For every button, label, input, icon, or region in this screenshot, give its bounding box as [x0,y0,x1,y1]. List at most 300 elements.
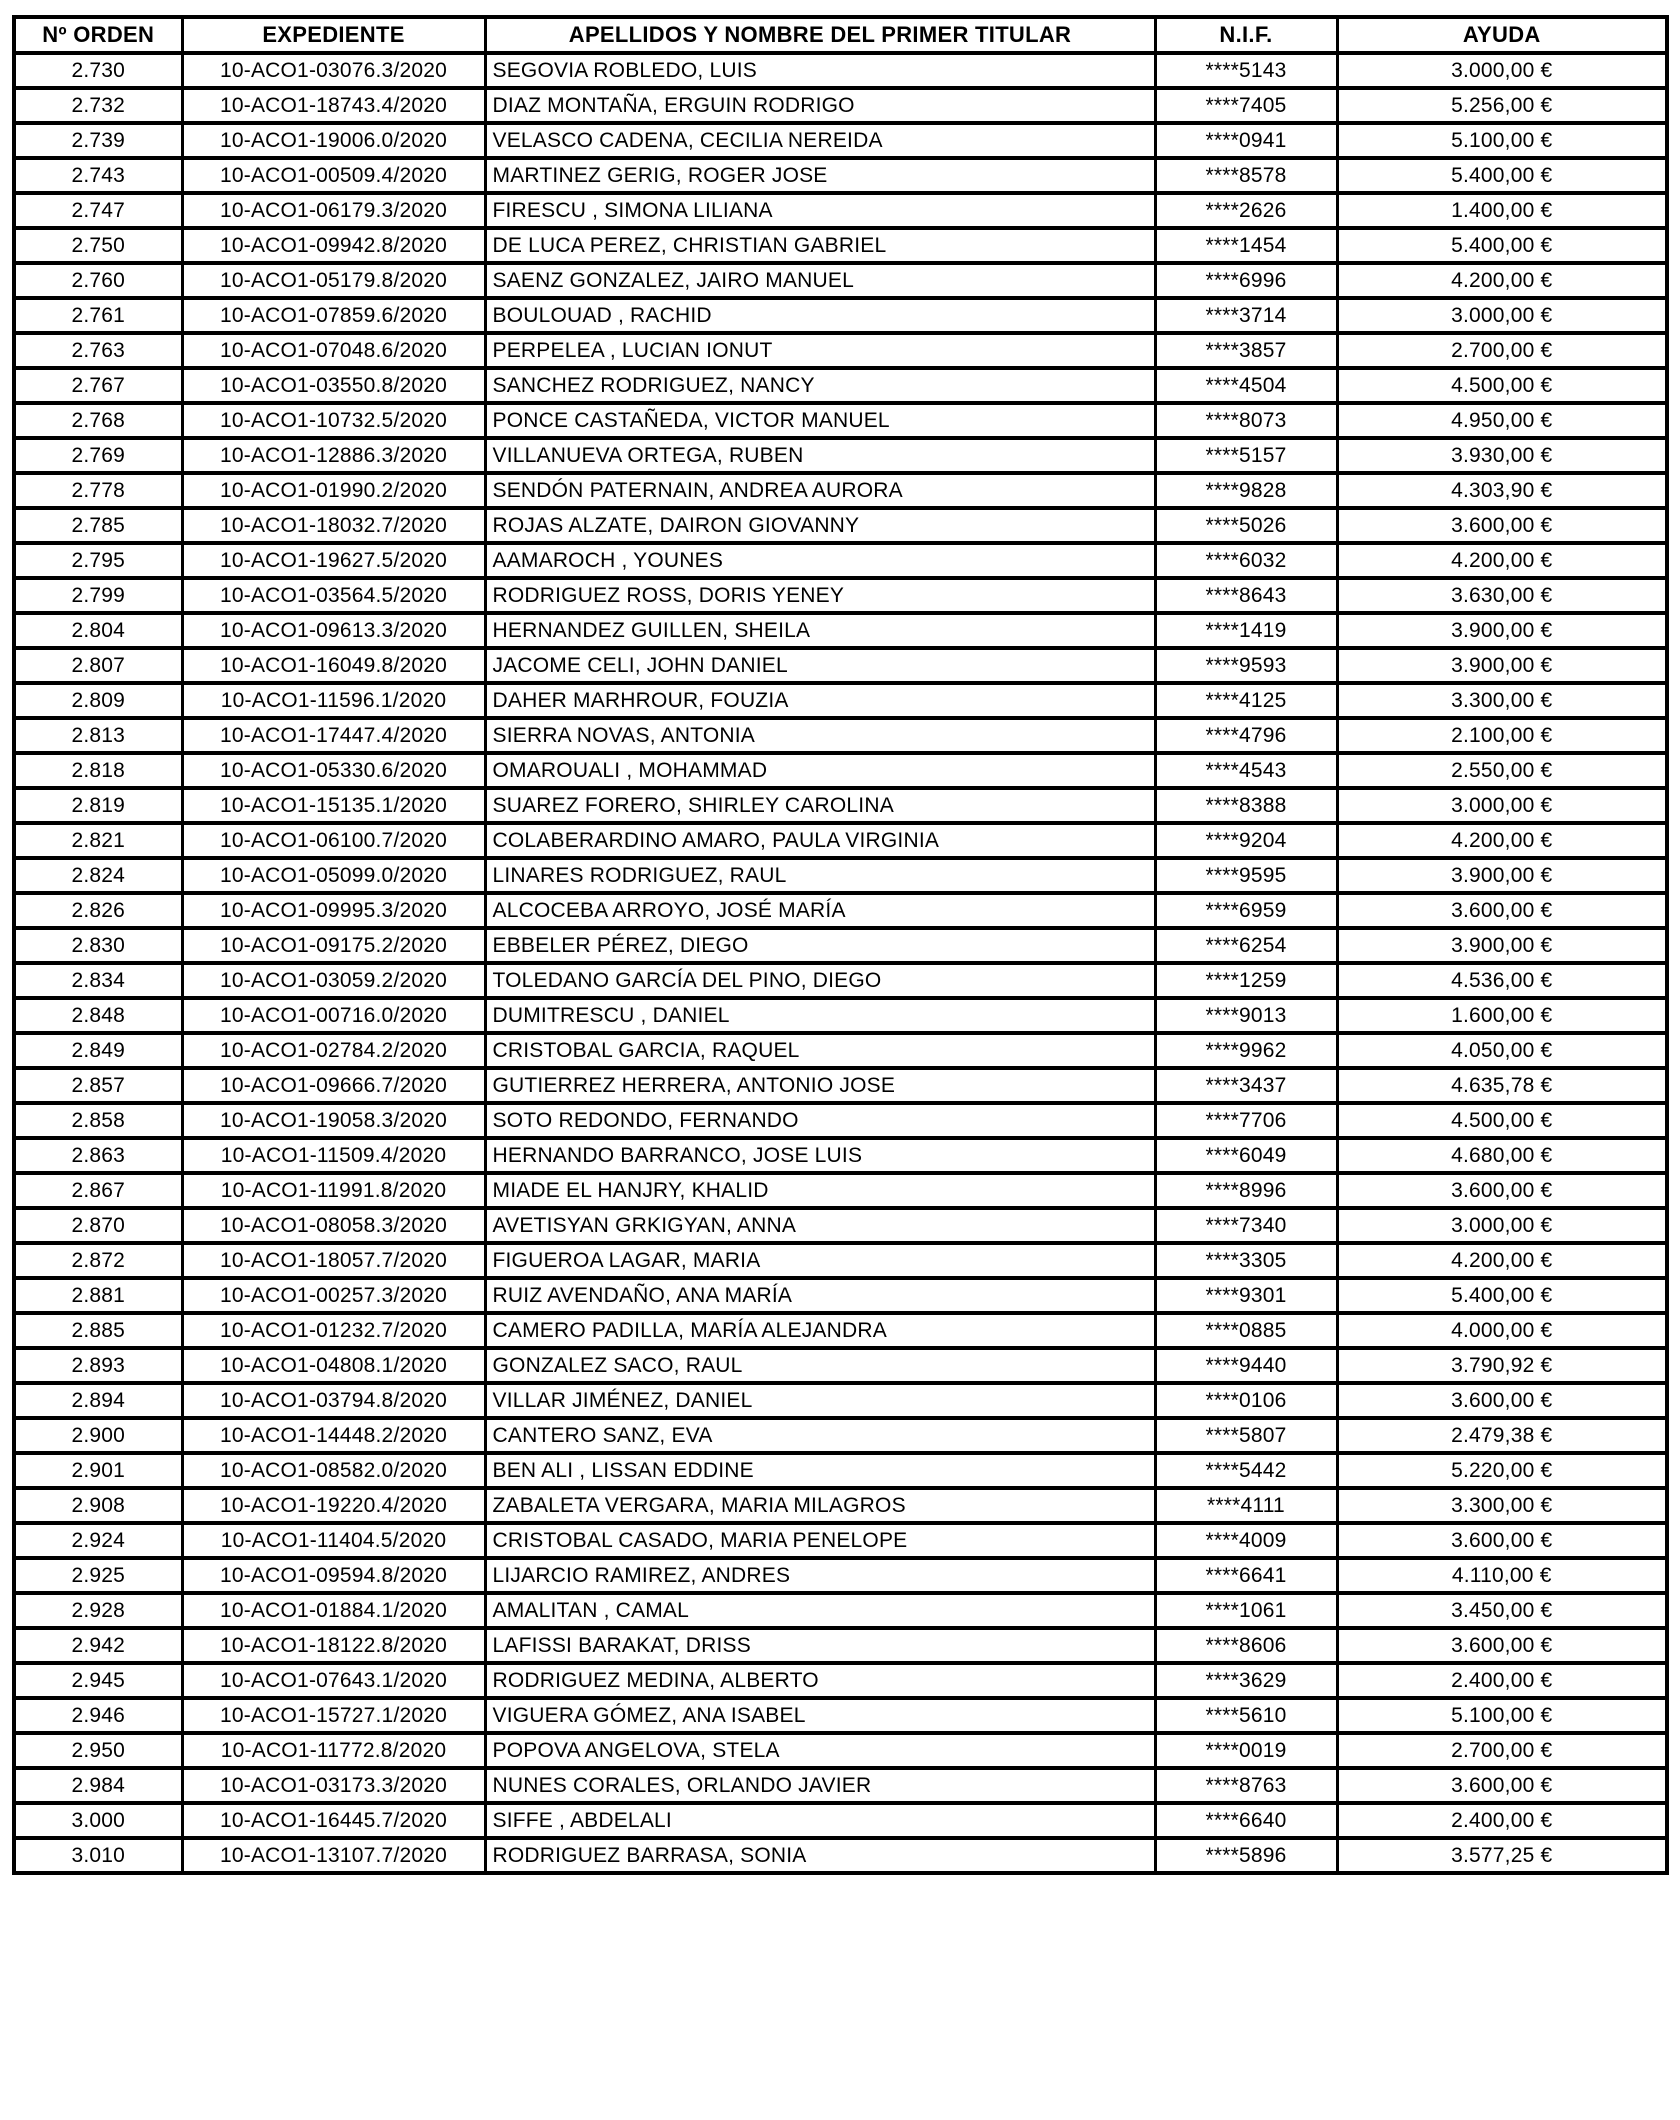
cell-titular: RODRIGUEZ BARRASA, SONIA [485,1838,1155,1873]
table-row [14,438,1667,473]
cell-nif: ****8388 [1155,788,1337,823]
cell-nif: ****6640 [1155,1803,1337,1838]
cell-nif: ****9204 [1155,823,1337,858]
cell-titular: JACOME CELI, JOHN DANIEL [485,648,1155,683]
cell-orden: 2.799 [14,578,182,613]
cell-nif: ****4009 [1155,1523,1337,1558]
cell-nif: ****9593 [1155,648,1337,683]
cell-nif: ****3437 [1155,1068,1337,1103]
cell-orden: 2.849 [14,1033,182,1068]
cell-ayuda: 2.550,00 € [1337,753,1667,788]
cell-ayuda: 5.100,00 € [1337,1698,1667,1733]
cell-titular: CANTERO SANZ, EVA [485,1418,1155,1453]
cell-nif: ****5026 [1155,508,1337,543]
cell-orden: 2.739 [14,123,182,158]
cell-ayuda: 4.200,00 € [1337,263,1667,298]
cell-titular: MARTINEZ GERIG, ROGER JOSE [485,158,1155,193]
cell-nif: ****4543 [1155,753,1337,788]
cell-titular: BOULOUAD , RACHID [485,298,1155,333]
cell-orden: 3.010 [14,1838,182,1873]
table-row [14,508,1667,543]
table-row [14,263,1667,298]
cell-expediente: 10-ACO1-09594.8/2020 [182,1558,485,1593]
cell-titular: SENDÓN PATERNAIN, ANDREA AURORA [485,473,1155,508]
cell-expediente: 10-ACO1-16445.7/2020 [182,1803,485,1838]
cell-ayuda: 4.050,00 € [1337,1033,1667,1068]
cell-titular: VILLANUEVA ORTEGA, RUBEN [485,438,1155,473]
cell-titular: HERNANDEZ GUILLEN, SHEILA [485,613,1155,648]
cell-ayuda: 3.450,00 € [1337,1593,1667,1628]
cell-expediente: 10-ACO1-18032.7/2020 [182,508,485,543]
cell-ayuda: 5.400,00 € [1337,228,1667,263]
table-row [14,1628,1667,1663]
cell-orden: 2.885 [14,1313,182,1348]
cell-ayuda: 3.300,00 € [1337,1488,1667,1523]
cell-nif: ****3629 [1155,1663,1337,1698]
cell-expediente: 10-ACO1-00716.0/2020 [182,998,485,1033]
table-row [14,53,1667,88]
cell-titular: AMALITAN , CAMAL [485,1593,1155,1628]
cell-ayuda: 3.300,00 € [1337,683,1667,718]
cell-orden: 2.950 [14,1733,182,1768]
cell-nif: ****5442 [1155,1453,1337,1488]
table-row [14,1593,1667,1628]
cell-titular: AAMAROCH , YOUNES [485,543,1155,578]
cell-titular: SANCHEZ RODRIGUEZ, NANCY [485,368,1155,403]
cell-orden: 3.000 [14,1803,182,1838]
cell-ayuda: 3.930,00 € [1337,438,1667,473]
cell-expediente: 10-ACO1-13107.7/2020 [182,1838,485,1873]
table-row [14,1138,1667,1173]
cell-ayuda: 3.630,00 € [1337,578,1667,613]
column-header-nif: N.I.F. [1155,17,1337,53]
cell-nif: ****9595 [1155,858,1337,893]
cell-nif: ****8578 [1155,158,1337,193]
cell-ayuda: 5.220,00 € [1337,1453,1667,1488]
cell-ayuda: 3.790,92 € [1337,1348,1667,1383]
cell-orden: 2.743 [14,158,182,193]
cell-ayuda: 3.600,00 € [1337,1523,1667,1558]
table-row [14,613,1667,648]
cell-orden: 2.761 [14,298,182,333]
cell-orden: 2.821 [14,823,182,858]
cell-nif: ****1419 [1155,613,1337,648]
cell-orden: 2.767 [14,368,182,403]
cell-titular: RUIZ AVENDAÑO, ANA MARÍA [485,1278,1155,1313]
cell-expediente: 10-ACO1-09175.2/2020 [182,928,485,963]
cell-expediente: 10-ACO1-05099.0/2020 [182,858,485,893]
cell-titular: RODRIGUEZ MEDINA, ALBERTO [485,1663,1155,1698]
cell-titular: LINARES RODRIGUEZ, RAUL [485,858,1155,893]
cell-nif: ****9828 [1155,473,1337,508]
cell-orden: 2.848 [14,998,182,1033]
cell-nif: ****3857 [1155,333,1337,368]
cell-ayuda: 3.900,00 € [1337,648,1667,683]
cell-orden: 2.946 [14,1698,182,1733]
table-row [14,1523,1667,1558]
cell-titular: NUNES CORALES, ORLANDO JAVIER [485,1768,1155,1803]
cell-nif: ****0885 [1155,1313,1337,1348]
cell-titular: DE LUCA PEREZ, CHRISTIAN GABRIEL [485,228,1155,263]
cell-expediente: 10-ACO1-17447.4/2020 [182,718,485,753]
cell-expediente: 10-ACO1-11772.8/2020 [182,1733,485,1768]
table-row [14,753,1667,788]
cell-ayuda: 3.600,00 € [1337,508,1667,543]
cell-expediente: 10-ACO1-02784.2/2020 [182,1033,485,1068]
cell-orden: 2.730 [14,53,182,88]
cell-ayuda: 3.600,00 € [1337,1173,1667,1208]
cell-orden: 2.732 [14,88,182,123]
cell-expediente: 10-ACO1-00257.3/2020 [182,1278,485,1313]
cell-orden: 2.925 [14,1558,182,1593]
cell-titular: HERNANDO BARRANCO, JOSE LUIS [485,1138,1155,1173]
cell-orden: 2.858 [14,1103,182,1138]
cell-nif: ****7405 [1155,88,1337,123]
cell-expediente: 10-ACO1-03564.5/2020 [182,578,485,613]
cell-titular: SEGOVIA ROBLEDO, LUIS [485,53,1155,88]
cell-titular: CRISTOBAL GARCIA, RAQUEL [485,1033,1155,1068]
cell-nif: ****5157 [1155,438,1337,473]
table-row [14,473,1667,508]
table-row [14,1803,1667,1838]
cell-orden: 2.826 [14,893,182,928]
cell-ayuda: 3.600,00 € [1337,1768,1667,1803]
table-row [14,193,1667,228]
cell-ayuda: 3.000,00 € [1337,53,1667,88]
cell-orden: 2.867 [14,1173,182,1208]
cell-orden: 2.785 [14,508,182,543]
cell-ayuda: 3.900,00 € [1337,613,1667,648]
table-row [14,683,1667,718]
table-row [14,1418,1667,1453]
table-row [14,1348,1667,1383]
cell-ayuda: 2.700,00 € [1337,1733,1667,1768]
cell-expediente: 10-ACO1-07048.6/2020 [182,333,485,368]
table-row [14,823,1667,858]
cell-orden: 2.750 [14,228,182,263]
cell-orden: 2.984 [14,1768,182,1803]
table-row [14,1313,1667,1348]
cell-nif: ****7706 [1155,1103,1337,1138]
cell-titular: POPOVA ANGELOVA, STELA [485,1733,1155,1768]
cell-expediente: 10-ACO1-19058.3/2020 [182,1103,485,1138]
table-row [14,1383,1667,1418]
cell-ayuda: 4.303,90 € [1337,473,1667,508]
table-row [14,1558,1667,1593]
cell-expediente: 10-ACO1-08058.3/2020 [182,1208,485,1243]
table-row [14,1278,1667,1313]
table-body [14,53,1667,1873]
cell-ayuda: 2.479,38 € [1337,1418,1667,1453]
cell-orden: 2.928 [14,1593,182,1628]
cell-ayuda: 3.000,00 € [1337,1208,1667,1243]
cell-nif: ****5807 [1155,1418,1337,1453]
cell-expediente: 10-ACO1-03173.3/2020 [182,1768,485,1803]
table-row [14,1698,1667,1733]
cell-titular: CAMERO PADILLA, MARÍA ALEJANDRA [485,1313,1155,1348]
cell-titular: ZABALETA VERGARA, MARIA MILAGROS [485,1488,1155,1523]
cell-expediente: 10-ACO1-03059.2/2020 [182,963,485,998]
cell-titular: OMAROUALI , MOHAMMAD [485,753,1155,788]
cell-expediente: 10-ACO1-11991.8/2020 [182,1173,485,1208]
table-row [14,1453,1667,1488]
cell-titular: PERPELEA , LUCIAN IONUT [485,333,1155,368]
cell-expediente: 10-ACO1-06100.7/2020 [182,823,485,858]
table-row [14,543,1667,578]
table-row [14,1033,1667,1068]
cell-expediente: 10-ACO1-18122.8/2020 [182,1628,485,1663]
cell-nif: ****8996 [1155,1173,1337,1208]
cell-expediente: 10-ACO1-14448.2/2020 [182,1418,485,1453]
table-row [14,1173,1667,1208]
cell-expediente: 10-ACO1-05330.6/2020 [182,753,485,788]
cell-orden: 2.942 [14,1628,182,1663]
table-row [14,158,1667,193]
cell-ayuda: 2.400,00 € [1337,1663,1667,1698]
cell-expediente: 10-ACO1-16049.8/2020 [182,648,485,683]
cell-expediente: 10-ACO1-12886.3/2020 [182,438,485,473]
cell-nif: ****4796 [1155,718,1337,753]
cell-nif: ****8073 [1155,403,1337,438]
cell-titular: GONZALEZ SACO, RAUL [485,1348,1155,1383]
cell-expediente: 10-ACO1-15727.1/2020 [182,1698,485,1733]
table-row [14,1068,1667,1103]
cell-nif: ****0941 [1155,123,1337,158]
cell-ayuda: 4.950,00 € [1337,403,1667,438]
cell-expediente: 10-ACO1-09613.3/2020 [182,613,485,648]
cell-ayuda: 1.400,00 € [1337,193,1667,228]
cell-orden: 2.900 [14,1418,182,1453]
cell-ayuda: 3.000,00 € [1337,298,1667,333]
cell-orden: 2.760 [14,263,182,298]
table-row [14,1663,1667,1698]
column-header-expediente: EXPEDIENTE [182,17,485,53]
cell-ayuda: 3.600,00 € [1337,1383,1667,1418]
table-row [14,648,1667,683]
cell-orden: 2.834 [14,963,182,998]
cell-orden: 2.769 [14,438,182,473]
cell-ayuda: 5.400,00 € [1337,1278,1667,1313]
table-row [14,928,1667,963]
cell-ayuda: 5.256,00 € [1337,88,1667,123]
cell-expediente: 10-ACO1-18743.4/2020 [182,88,485,123]
cell-titular: RODRIGUEZ ROSS, DORIS YENEY [485,578,1155,613]
cell-titular: ALCOCEBA ARROYO, JOSÉ MARÍA [485,893,1155,928]
cell-ayuda: 3.900,00 € [1337,928,1667,963]
cell-titular: AVETISYAN GRKIGYAN, ANNA [485,1208,1155,1243]
table-row [14,368,1667,403]
cell-ayuda: 4.500,00 € [1337,368,1667,403]
cell-ayuda: 5.400,00 € [1337,158,1667,193]
cell-orden: 2.872 [14,1243,182,1278]
cell-orden: 2.763 [14,333,182,368]
cell-titular: VIGUERA GÓMEZ, ANA ISABEL [485,1698,1155,1733]
cell-nif: ****6032 [1155,543,1337,578]
table-row [14,123,1667,158]
cell-nif: ****8763 [1155,1768,1337,1803]
cell-nif: ****1259 [1155,963,1337,998]
column-header-ayuda: AYUDA [1337,17,1667,53]
cell-expediente: 10-ACO1-00509.4/2020 [182,158,485,193]
table-row [14,403,1667,438]
cell-nif: ****7340 [1155,1208,1337,1243]
cell-titular: VILLAR JIMÉNEZ, DANIEL [485,1383,1155,1418]
cell-titular: ROJAS ALZATE, DAIRON GIOVANNY [485,508,1155,543]
cell-expediente: 10-ACO1-03076.3/2020 [182,53,485,88]
cell-ayuda: 4.200,00 € [1337,823,1667,858]
table-row [14,1208,1667,1243]
cell-orden: 2.824 [14,858,182,893]
cell-nif: ****4504 [1155,368,1337,403]
cell-expediente: 10-ACO1-19220.4/2020 [182,1488,485,1523]
cell-expediente: 10-ACO1-01990.2/2020 [182,473,485,508]
cell-expediente: 10-ACO1-07643.1/2020 [182,1663,485,1698]
cell-orden: 2.881 [14,1278,182,1313]
cell-expediente: 10-ACO1-09666.7/2020 [182,1068,485,1103]
header-row [14,17,1667,53]
cell-titular: PONCE CASTAÑEDA, VICTOR MANUEL [485,403,1155,438]
cell-expediente: 10-ACO1-19627.5/2020 [182,543,485,578]
cell-expediente: 10-ACO1-15135.1/2020 [182,788,485,823]
cell-nif: ****4111 [1155,1488,1337,1523]
cell-expediente: 10-ACO1-03550.8/2020 [182,368,485,403]
cell-orden: 2.818 [14,753,182,788]
cell-orden: 2.901 [14,1453,182,1488]
cell-titular: LAFISSI BARAKAT, DRISS [485,1628,1155,1663]
table-row [14,578,1667,613]
cell-orden: 2.863 [14,1138,182,1173]
cell-nif: ****3305 [1155,1243,1337,1278]
cell-nif: ****2626 [1155,193,1337,228]
cell-titular: SIFFE , ABDELALI [485,1803,1155,1838]
cell-nif: ****6254 [1155,928,1337,963]
cell-nif: ****9440 [1155,1348,1337,1383]
column-header-orden: Nº ORDEN [14,17,182,53]
table-row [14,963,1667,998]
cell-orden: 2.819 [14,788,182,823]
cell-titular: FIGUEROA LAGAR, MARIA [485,1243,1155,1278]
cell-ayuda: 3.000,00 € [1337,788,1667,823]
cell-nif: ****6049 [1155,1138,1337,1173]
cell-titular: VELASCO CADENA, CECILIA NEREIDA [485,123,1155,158]
cell-ayuda: 4.680,00 € [1337,1138,1667,1173]
cell-expediente: 10-ACO1-01232.7/2020 [182,1313,485,1348]
cell-titular: DAHER MARHROUR, FOUZIA [485,683,1155,718]
cell-titular: EBBELER PÉREZ, DIEGO [485,928,1155,963]
cell-titular: DIAZ MONTAÑA, ERGUIN RODRIGO [485,88,1155,123]
cell-nif: ****5610 [1155,1698,1337,1733]
table-row [14,858,1667,893]
cell-nif: ****6959 [1155,893,1337,928]
cell-ayuda: 3.577,25 € [1337,1838,1667,1873]
cell-titular: DUMITRESCU , DANIEL [485,998,1155,1033]
cell-titular: BEN ALI , LISSAN EDDINE [485,1453,1155,1488]
table-row [14,718,1667,753]
table-row [14,298,1667,333]
cell-ayuda: 4.500,00 € [1337,1103,1667,1138]
cell-expediente: 10-ACO1-06179.3/2020 [182,193,485,228]
cell-expediente: 10-ACO1-09995.3/2020 [182,893,485,928]
cell-ayuda: 4.000,00 € [1337,1313,1667,1348]
table-row [14,788,1667,823]
cell-ayuda: 3.600,00 € [1337,893,1667,928]
cell-ayuda: 4.536,00 € [1337,963,1667,998]
cell-ayuda: 2.100,00 € [1337,718,1667,753]
cell-orden: 2.893 [14,1348,182,1383]
cell-nif: ****9013 [1155,998,1337,1033]
cell-titular: GUTIERREZ HERRERA, ANTONIO JOSE [485,1068,1155,1103]
cell-orden: 2.778 [14,473,182,508]
table-row [14,1838,1667,1873]
cell-expediente: 10-ACO1-18057.7/2020 [182,1243,485,1278]
cell-titular: SIERRA NOVAS, ANTONIA [485,718,1155,753]
cell-nif: ****8606 [1155,1628,1337,1663]
cell-orden: 2.809 [14,683,182,718]
cell-expediente: 10-ACO1-07859.6/2020 [182,298,485,333]
cell-nif: ****4125 [1155,683,1337,718]
cell-ayuda: 4.110,00 € [1337,1558,1667,1593]
cell-nif: ****3714 [1155,298,1337,333]
cell-ayuda: 4.200,00 € [1337,1243,1667,1278]
cell-orden: 2.945 [14,1663,182,1698]
cell-titular: SOTO REDONDO, FERNANDO [485,1103,1155,1138]
cell-orden: 2.795 [14,543,182,578]
cell-orden: 2.894 [14,1383,182,1418]
cell-ayuda: 4.635,78 € [1337,1068,1667,1103]
cell-titular: FIRESCU , SIMONA LILIANA [485,193,1155,228]
table-row [14,1243,1667,1278]
cell-titular: COLABERARDINO AMARO, PAULA VIRGINIA [485,823,1155,858]
cell-expediente: 10-ACO1-11596.1/2020 [182,683,485,718]
cell-nif: ****6996 [1155,263,1337,298]
table-row [14,1103,1667,1138]
grants-table [12,15,1669,1875]
cell-nif: ****9962 [1155,1033,1337,1068]
cell-ayuda: 2.400,00 € [1337,1803,1667,1838]
cell-titular: SUAREZ FORERO, SHIRLEY CAROLINA [485,788,1155,823]
table-row [14,998,1667,1033]
cell-titular: LIJARCIO RAMIREZ, ANDRES [485,1558,1155,1593]
cell-orden: 2.870 [14,1208,182,1243]
table-row [14,1733,1667,1768]
cell-ayuda: 3.900,00 € [1337,858,1667,893]
cell-nif: ****6641 [1155,1558,1337,1593]
table-row [14,228,1667,263]
cell-expediente: 10-ACO1-08582.0/2020 [182,1453,485,1488]
table-row [14,88,1667,123]
cell-orden: 2.857 [14,1068,182,1103]
cell-expediente: 10-ACO1-01884.1/2020 [182,1593,485,1628]
cell-orden: 2.924 [14,1523,182,1558]
cell-expediente: 10-ACO1-11404.5/2020 [182,1523,485,1558]
cell-nif: ****9301 [1155,1278,1337,1313]
cell-expediente: 10-ACO1-09942.8/2020 [182,228,485,263]
table-row [14,1768,1667,1803]
cell-titular: SAENZ GONZALEZ, JAIRO MANUEL [485,263,1155,298]
cell-orden: 2.830 [14,928,182,963]
cell-nif: ****1454 [1155,228,1337,263]
cell-ayuda: 4.200,00 € [1337,543,1667,578]
cell-nif: ****5143 [1155,53,1337,88]
cell-nif: ****1061 [1155,1593,1337,1628]
cell-titular: CRISTOBAL CASADO, MARIA PENELOPE [485,1523,1155,1558]
cell-titular: MIADE EL HANJRY, KHALID [485,1173,1155,1208]
cell-nif: ****5896 [1155,1838,1337,1873]
cell-nif: ****0106 [1155,1383,1337,1418]
cell-ayuda: 1.600,00 € [1337,998,1667,1033]
cell-expediente: 10-ACO1-19006.0/2020 [182,123,485,158]
cell-orden: 2.807 [14,648,182,683]
